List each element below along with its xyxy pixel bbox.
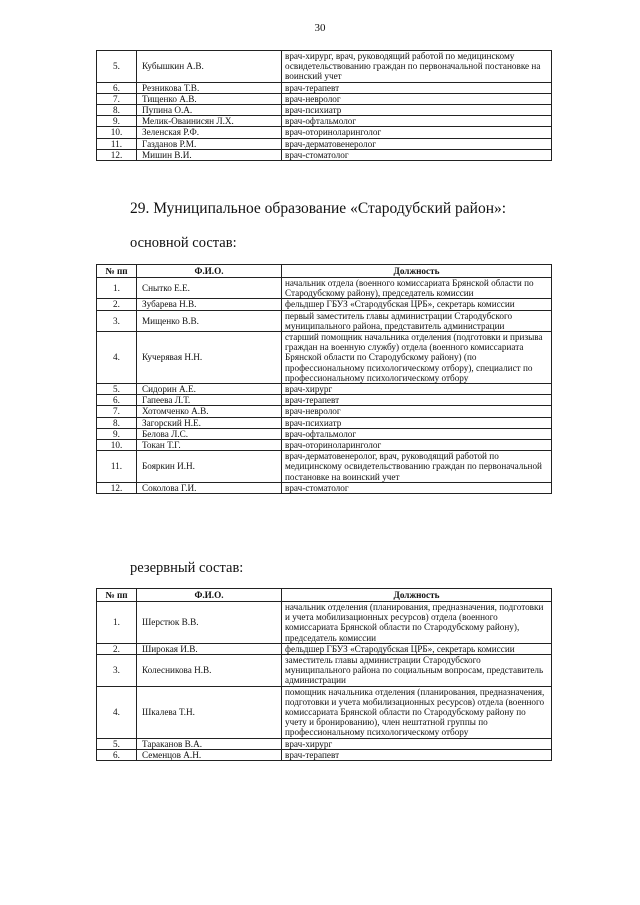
- table-row: [97, 686, 552, 738]
- main-composition-table: [96, 264, 552, 494]
- member-name: Кучерявая Н.Н.: [137, 332, 282, 384]
- row-number: 4.: [97, 686, 137, 738]
- member-name: Широкая И.В.: [137, 643, 282, 654]
- member-position: врач-хирург, врач, руководящий работой по медицинскому освидетельствованию граждан по первоначальной постановке на воинский учет: [282, 51, 552, 83]
- member-position: врач-стоматолог: [282, 482, 552, 493]
- page-number: 30: [314, 22, 326, 34]
- column-header-name: Ф.И.О.: [137, 265, 282, 278]
- member-name: Шкалева Т.Н.: [137, 686, 282, 738]
- table-row: [97, 482, 552, 493]
- table-row: [97, 278, 552, 299]
- table-row: [97, 428, 552, 439]
- member-position: врач-терапевт: [282, 395, 552, 406]
- member-position: фельдшер ГБУЗ «Стародубская ЦРБ», секретарь комиссии: [282, 643, 552, 654]
- member-name: Колесникова Н.В.: [137, 655, 282, 687]
- member-name: Тараканов В.А.: [137, 738, 282, 749]
- row-number: 5.: [97, 738, 137, 749]
- table-row: [97, 384, 552, 395]
- table-row: [97, 105, 552, 116]
- row-number: 8.: [97, 417, 137, 428]
- member-name: Тищенко А.В.: [137, 93, 282, 104]
- reserve-composition-table: [96, 588, 552, 761]
- row-number: 7.: [97, 406, 137, 417]
- table-row: [97, 643, 552, 654]
- section-title: 29. Муниципальное образование «Стародубский район»:: [130, 200, 507, 217]
- member-name: Мищенко В.В.: [137, 310, 282, 331]
- table-row: [97, 93, 552, 104]
- member-position: врач-оториноларинголог: [282, 440, 552, 451]
- table-row: [97, 310, 552, 331]
- member-name: Семенцов А.Н.: [137, 749, 282, 760]
- member-position: врач-терапевт: [282, 82, 552, 93]
- table-row: [97, 149, 552, 160]
- member-position: заместитель главы администрации Стародубского муниципального района по социальным вопросам, представитель администрации: [282, 655, 552, 687]
- row-number: 2.: [97, 643, 137, 654]
- row-number: 3.: [97, 655, 137, 687]
- member-position: врач-психиатр: [282, 417, 552, 428]
- row-number: 7.: [97, 93, 137, 104]
- row-number: 9.: [97, 428, 137, 439]
- member-position: врач-дерматовенеролог, врач, руководящий работой по медицинскому освидетельствованию граждан по первоначальной постановке на воинский учет: [282, 451, 552, 483]
- row-number: 11.: [97, 451, 137, 483]
- table-row: [97, 451, 552, 483]
- column-header-num: № пп: [97, 589, 137, 602]
- table-row: [97, 440, 552, 451]
- member-position: помощник начальника отделения (планирования, предназначения, подготовки и учета мобилизационных ресурсов) отдела (военного комиссариата Брянской области по Стародубскому району по учету и бронированию), член нештатной группы по профессиональному психологическому отбору: [282, 686, 552, 738]
- member-position: врач-стоматолог: [282, 149, 552, 160]
- table-row: [97, 738, 552, 749]
- table-row: [97, 299, 552, 310]
- member-position: врач-офтальмолог: [282, 116, 552, 127]
- member-name: Сидорин А.Е.: [137, 384, 282, 395]
- member-position: врач-невролог: [282, 406, 552, 417]
- member-position: врач-оториноларинголог: [282, 127, 552, 138]
- row-number: 11.: [97, 138, 137, 149]
- member-name: Кубышкин А.В.: [137, 51, 282, 83]
- row-number: 5.: [97, 51, 137, 83]
- table-row: [97, 602, 552, 644]
- member-position: врач-офтальмолог: [282, 428, 552, 439]
- member-position: врач-терапевт: [282, 749, 552, 760]
- member-position: врач-хирург: [282, 738, 552, 749]
- table-row: [97, 51, 552, 83]
- row-number: 6.: [97, 749, 137, 760]
- member-position: начальник отделения (планирования, предназначения, подготовки и учета мобилизационных ресурсов) отдела (военного комиссариата Брянской области по Стародубскому району), председатель комиссии: [282, 602, 552, 644]
- member-name: Белова Л.С.: [137, 428, 282, 439]
- member-position: врач-дерматовенеролог: [282, 138, 552, 149]
- row-number: 12.: [97, 149, 137, 160]
- member-position: врач-психиатр: [282, 105, 552, 116]
- row-number: 6.: [97, 82, 137, 93]
- member-name: Мелик-Оваинисян Л.Х.: [137, 116, 282, 127]
- row-number: 5.: [97, 384, 137, 395]
- member-name: Снытко Е.Е.: [137, 278, 282, 299]
- table-row: [97, 332, 552, 384]
- member-name: Зубарева Н.В.: [137, 299, 282, 310]
- member-name: Бояркин И.Н.: [137, 451, 282, 483]
- member-position: врач-хирург: [282, 384, 552, 395]
- row-number: 1.: [97, 278, 137, 299]
- row-number: 9.: [97, 116, 137, 127]
- table-row: [97, 395, 552, 406]
- table-row: [97, 417, 552, 428]
- row-number: 8.: [97, 105, 137, 116]
- row-number: 3.: [97, 310, 137, 331]
- member-name: Загорский Н.Е.: [137, 417, 282, 428]
- column-header-name: Ф.И.О.: [137, 589, 282, 602]
- member-position: фельдшер ГБУЗ «Стародубская ЦРБ», секретарь комиссии: [282, 299, 552, 310]
- row-number: 10.: [97, 440, 137, 451]
- reserve-composition-label: резервный состав:: [130, 560, 244, 576]
- table-header-row: [97, 589, 552, 602]
- table-row: [97, 655, 552, 687]
- member-position: врач-невролог: [282, 93, 552, 104]
- main-composition-label: основной состав:: [130, 235, 237, 251]
- member-name: Гапеева Л.Т.: [137, 395, 282, 406]
- member-name: Шерстюк В.В.: [137, 602, 282, 644]
- table-row: [97, 116, 552, 127]
- member-name: Соколова Г.И.: [137, 482, 282, 493]
- table-row: [97, 127, 552, 138]
- table-row: [97, 406, 552, 417]
- row-number: 6.: [97, 395, 137, 406]
- table-row: [97, 82, 552, 93]
- member-name: Мишин В.И.: [137, 149, 282, 160]
- member-position: старший помощник начальника отделения (подготовки и призыва граждан на военную службу) отдела (военного комиссариата Брянской области по Стародубскому району) (по профессиональному психологическому отбору), специалист по профессиональному психологическому отбору: [282, 332, 552, 384]
- commission-table-continued: [96, 50, 552, 161]
- row-number: 10.: [97, 127, 137, 138]
- row-number: 2.: [97, 299, 137, 310]
- column-header-role: Должность: [282, 265, 552, 278]
- row-number: 1.: [97, 602, 137, 644]
- table-row: [97, 138, 552, 149]
- member-position: первый заместитель главы администрации Стародубского муниципального района, представитель администрации: [282, 310, 552, 331]
- table-row: [97, 749, 552, 760]
- member-position: начальник отдела (военного комиссариата Брянской области по Стародубскому району), председатель комиссии: [282, 278, 552, 299]
- member-name: Зеленская Р.Ф.: [137, 127, 282, 138]
- member-name: Газданов Р.М.: [137, 138, 282, 149]
- member-name: Резникова Т.В.: [137, 82, 282, 93]
- column-header-num: № пп: [97, 265, 137, 278]
- member-name: Хотомченко А.В.: [137, 406, 282, 417]
- row-number: 4.: [97, 332, 137, 384]
- member-name: Токан Т.Г.: [137, 440, 282, 451]
- member-name: Пупина О.А.: [137, 105, 282, 116]
- column-header-role: Должность: [282, 589, 552, 602]
- row-number: 12.: [97, 482, 137, 493]
- table-header-row: [97, 265, 552, 278]
